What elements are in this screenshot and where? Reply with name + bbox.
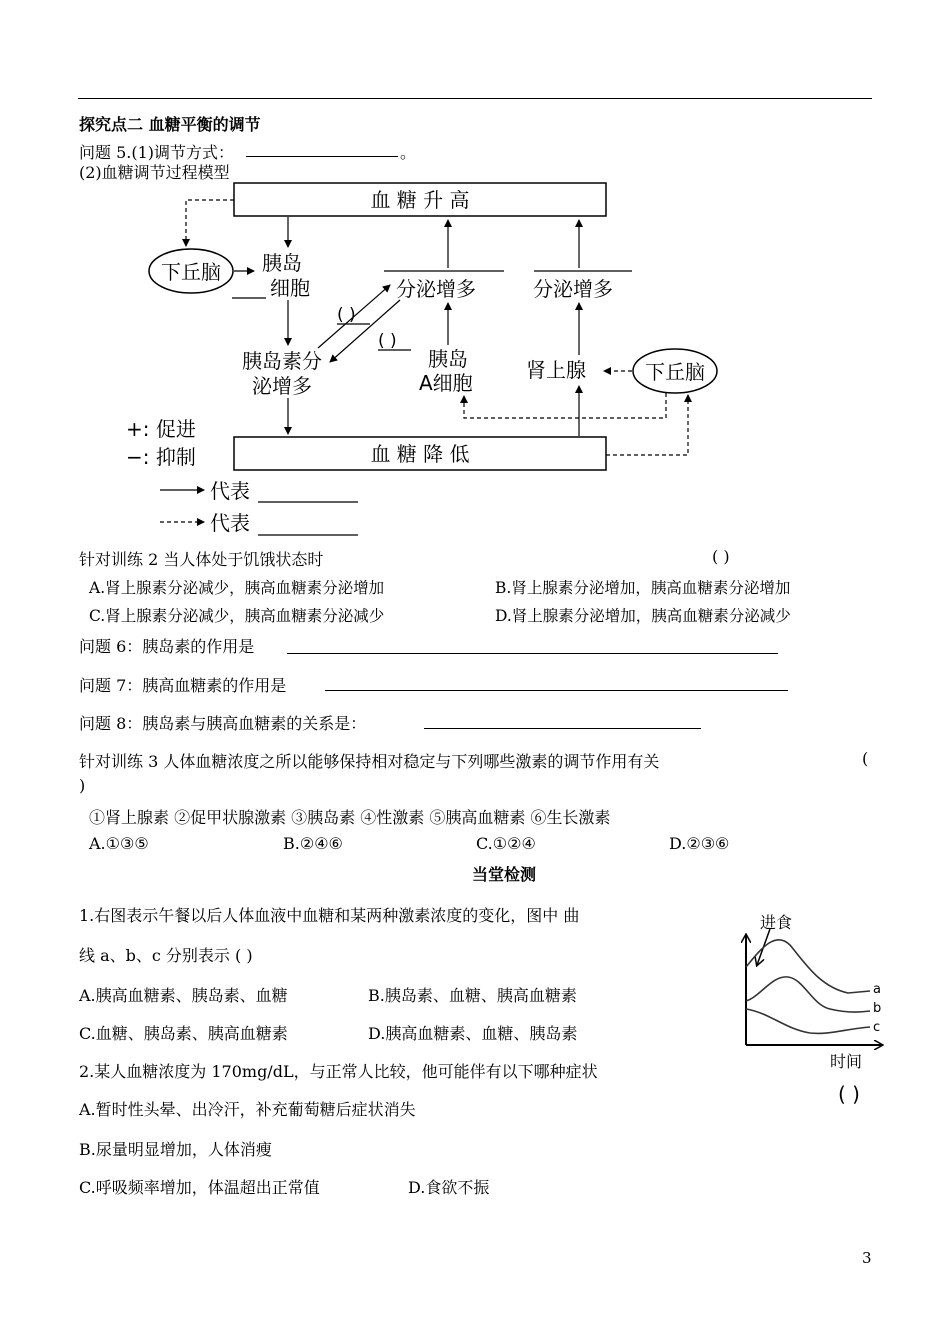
training2-optC: C.肾上腺素分泌减少，胰高血糖素分泌减少 [89, 607, 385, 625]
curve-a [746, 940, 870, 993]
q8-blank [424, 728, 701, 729]
mini-chart-eat-label: 进食 [760, 913, 793, 932]
q6-blank [287, 653, 778, 654]
hypothalamus-left-label: 下丘脑 [161, 260, 221, 284]
training2-optD: D.肾上腺素分泌增加，胰高血糖素分泌减少 [495, 607, 791, 625]
page-number: 3 [862, 1249, 872, 1267]
test-q1-line1: 1.右图表示午餐以后人体血液中血糖和某两种激素浓度的变化，图中 曲 [79, 906, 580, 925]
q6: 问题 6：胰岛素的作用是 [79, 637, 255, 656]
training2-optB: B.肾上腺素分泌增加，胰高血糖素分泌增加 [495, 579, 791, 597]
legend-minus: −: 抑制 [126, 445, 196, 469]
training3-optD: D.②③⑥ [669, 834, 730, 853]
adrenal-label: 肾上腺 [526, 358, 586, 382]
q5-line2: (2)血糖调节过程模型 [79, 163, 230, 182]
paren-2: ( ) [378, 331, 397, 351]
test-q2-optC: C.呼吸频率增加，体温超出正常值 [79, 1178, 320, 1197]
islet-a-line2: A细胞 [419, 371, 473, 395]
insulin-line2: 泌增多 [252, 374, 312, 398]
top-box-label: 血 糖 升 高 [370, 188, 470, 212]
training3-stem: 针对训练 3 人体血糖浓度之所以能够保持相对稳定与下列哪些激素的调节作用有关 [79, 752, 660, 771]
mini-chart-paren: ( ) [838, 1082, 860, 1106]
q7: 问题 7：胰高血糖素的作用是 [79, 676, 287, 695]
bottom-box-label: 血 糖 降 低 [370, 442, 470, 466]
legend-plus: +: 促进 [126, 417, 196, 441]
training2-stem: 针对训练 2 当人体处于饥饿状态时 [79, 550, 324, 569]
training3-optB: B.②④⑥ [283, 834, 343, 853]
test-heading: 当堂检测 [472, 865, 537, 884]
insulin-line1: 胰岛素分 [242, 349, 322, 373]
test-q1-optA: A.胰高血糖素、胰岛素、血糖 [79, 986, 288, 1005]
regulation-diagram [0, 0, 950, 545]
test-q1-optC: C.血糖、胰岛素、胰高血糖素 [79, 1024, 288, 1043]
mini-chart-time-label: 时间 [830, 1052, 863, 1071]
secretion-2: 分泌增多 [533, 277, 613, 301]
test-q2-optA: A.暂时性头晕、出冷汗，补充葡萄糖后症状消失 [79, 1100, 416, 1119]
islet-cell-line2: 细胞 [270, 276, 310, 300]
blood-sugar-mini-chart [730, 905, 910, 1115]
secretion-1: 分泌增多 [396, 277, 476, 301]
islet-cell-line1: 胰岛 [262, 251, 302, 275]
training3-paren-close: ) [79, 776, 86, 795]
q5-end: 。 [400, 143, 417, 162]
test-q1-optD: D.胰高血糖素、血糖、胰岛素 [368, 1024, 578, 1043]
training3-paren-open: ( [862, 749, 869, 768]
curve-b-label: b [873, 1001, 882, 1016]
curve-c-label: c [873, 1020, 881, 1035]
legend-dashed-label: 代表 [210, 511, 250, 535]
q5-line1: 问题 5.(1)调节方式： [79, 143, 235, 162]
hypothalamus-right-label: 下丘脑 [645, 360, 705, 384]
test-q1-line2: 线 a、b、c 分别表示 ( ) [79, 946, 253, 965]
test-q1-optB: B.胰岛素、血糖、胰高血糖素 [368, 986, 577, 1005]
training2-paren: ( ) [712, 547, 730, 566]
test-q2-stem: 2.某人血糖浓度为 170mg/dL，与正常人比较，他可能伴有以下哪种症状 [79, 1062, 598, 1081]
test-q2-optD: D.食欲不振 [408, 1178, 490, 1197]
curve-b [746, 977, 870, 1012]
training3-optC: C.①②④ [476, 834, 536, 853]
training3-items: ①肾上腺素 ②促甲状腺激素 ③胰岛素 ④性激素 ⑤胰高血糖素 ⑥生长激素 [89, 808, 611, 827]
section-title: 探究点二 血糖平衡的调节 [79, 115, 261, 134]
legend-solid-label: 代表 [210, 479, 250, 503]
curve-a-label: a [873, 982, 881, 997]
islet-a-line1: 胰岛 [428, 347, 468, 371]
q8: 问题 8：胰岛素与胰高血糖素的关系是： [79, 714, 367, 733]
paren-1: ( ) [337, 305, 356, 325]
q7-blank [325, 690, 788, 691]
training3-optA: A.①③⑤ [89, 834, 149, 853]
test-q2-optB: B.尿量明显增加，人体消瘦 [79, 1140, 272, 1159]
training2-optA: A.肾上腺素分泌减少，胰高血糖素分泌增加 [89, 579, 385, 597]
